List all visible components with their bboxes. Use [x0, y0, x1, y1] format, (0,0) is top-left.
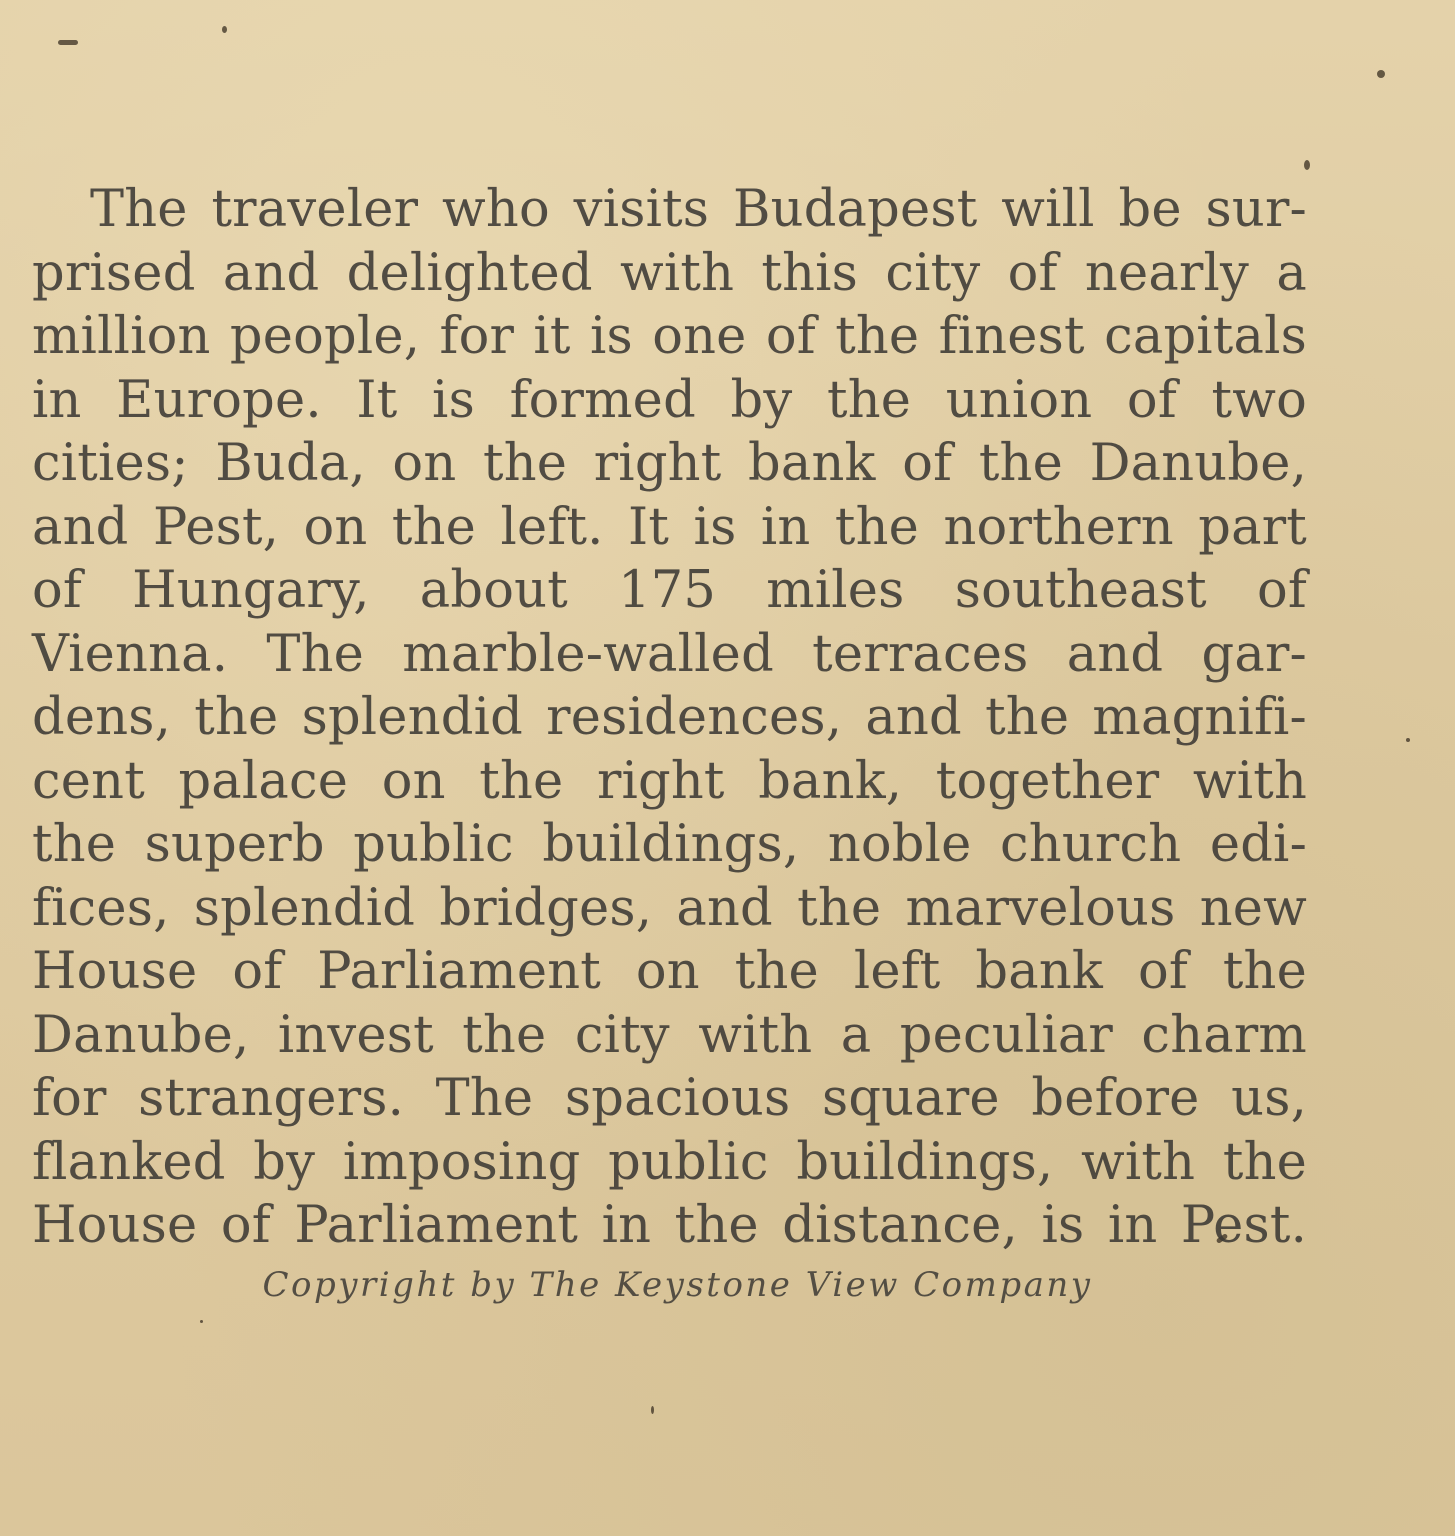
- paragraph-line: Vienna. The marble-walled terraces and gar-: [32, 624, 1307, 684]
- paragraph-line: House of Parliament in the distance, is in Pest.: [32, 1196, 1307, 1255]
- ink-speck: [651, 1406, 654, 1414]
- paragraph-line: The traveler who visits Budapest will be sur-: [90, 180, 1307, 239]
- paragraph-line: in Europe. It is formed by the union of two: [32, 370, 1307, 430]
- paragraph-line: for strangers. The spacious square before us,: [32, 1069, 1307, 1128]
- ink-speck: [200, 1320, 203, 1323]
- paragraph-line: and Pest, on the left. It is in the northern part: [32, 497, 1307, 557]
- ink-speck: [1304, 160, 1310, 170]
- paragraph-line: flanked by imposing public buildings, with the: [32, 1132, 1307, 1192]
- paragraph-line: fices, splendid bridges, and the marvelous new: [32, 878, 1307, 938]
- paragraph-line: the superb public buildings, noble church edi-: [32, 815, 1307, 874]
- description-paragraph: [32, 178, 1307, 1258]
- paragraph-line: cent palace on the right bank, together with: [32, 751, 1307, 811]
- paragraph-line: cities; Buda, on the right bank of the Danube,: [32, 434, 1307, 493]
- ink-speck: [222, 26, 227, 33]
- ink-speck: [58, 40, 78, 45]
- paragraph-line: dens, the splendid residences, and the magnifi-: [32, 688, 1307, 747]
- paragraph-line: Danube, invest the city with a peculiar charm: [32, 1005, 1307, 1065]
- paragraph-line: House of Parliament on the left bank of the: [32, 942, 1307, 1001]
- ink-speck: [1406, 738, 1410, 742]
- paragraph-line: million people, for it is one of the finest capitals: [32, 307, 1307, 366]
- copyright-notice: Copyright by The Keystone View Company: [262, 1265, 1093, 1305]
- paragraph-line: prised and delighted with this city of nearly a: [32, 243, 1307, 303]
- paragraph-line: of Hungary, about 175 miles southeast of: [32, 561, 1307, 620]
- ink-speck: [1377, 70, 1385, 78]
